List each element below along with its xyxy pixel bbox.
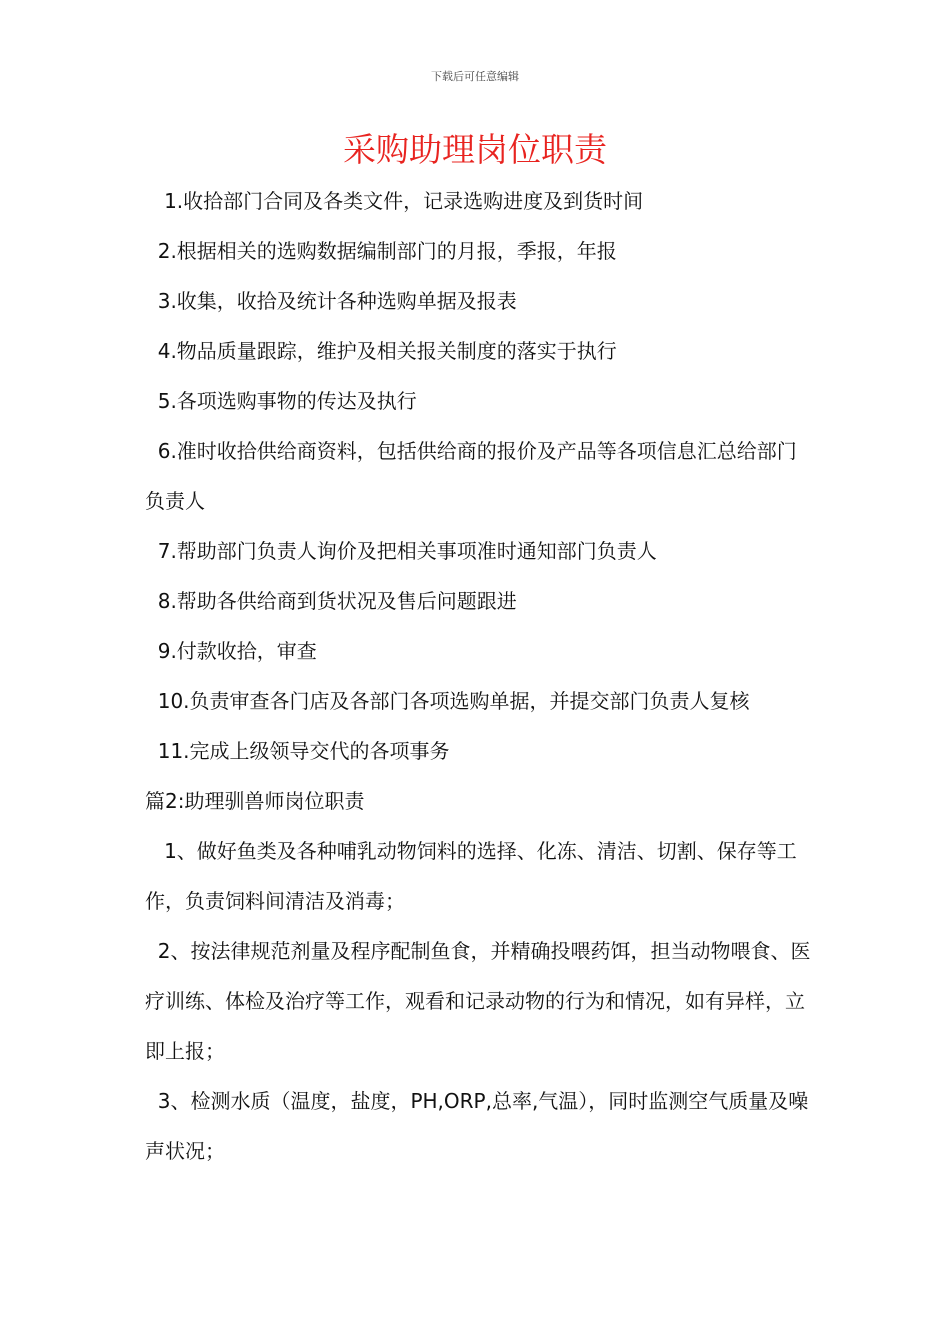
section-2-item-2: 2、按法律规范剂量及程序配制鱼食，并精确投喂药饵，担当动物喂食、医疗训练、体检及治疗等工作，观看和记录动物的行为和情况，如有异样，立即上报； (145, 939, 811, 1063)
duty-item-2: 2.根据相关的选购数据编制部门的月报，季报，年报 (145, 239, 617, 263)
header-note: 下载后可任意编辑 (431, 70, 519, 83)
section-2-item-3: 3、检测水质（温度，盐度，PH,ORP,总率,气温），同时监测空气质量及噪声状况； (145, 1089, 809, 1163)
duty-item-1: 1.收拾部门合同及各类文件，记录选购进度及到货时间 (145, 189, 644, 213)
duty-item-8: 8.帮助各供给商到货状况及售后问题跟进 (145, 589, 517, 613)
duty-item-4: 4.物品质量跟踪，维护及相关报关制度的落实于执行 (145, 339, 617, 363)
section-2-heading: 篇2:助理驯兽师岗位职责 (145, 789, 365, 813)
duty-item-7: 7.帮助部门负责人询价及把相关事项准时通知部门负责人 (145, 539, 657, 563)
duty-item-9: 9.付款收拾，审查 (145, 639, 317, 663)
duty-item-6: 6.准时收拾供给商资料，包括供给商的报价及产品等各项信息汇总给部门负责人 (145, 439, 797, 513)
duty-item-5: 5.各项选购事物的传达及执行 (145, 389, 417, 413)
duty-item-3: 3.收集，收拾及统计各种选购单据及报表 (145, 289, 517, 313)
duty-item-11: 11.完成上级领导交代的各项事务 (145, 739, 450, 763)
document-title: 采购助理岗位职责 (343, 130, 607, 169)
duty-item-10: 10.负责审查各门店及各部门各项选购单据，并提交部门负责人复核 (145, 689, 750, 713)
document-body (145, 176, 815, 1176)
section-2-item-1: 1、做好鱼类及各种哺乳动物饲料的选择、化冻、清洁、切割、保存等工作，负责饲料间清洁及消毒； (145, 839, 797, 913)
